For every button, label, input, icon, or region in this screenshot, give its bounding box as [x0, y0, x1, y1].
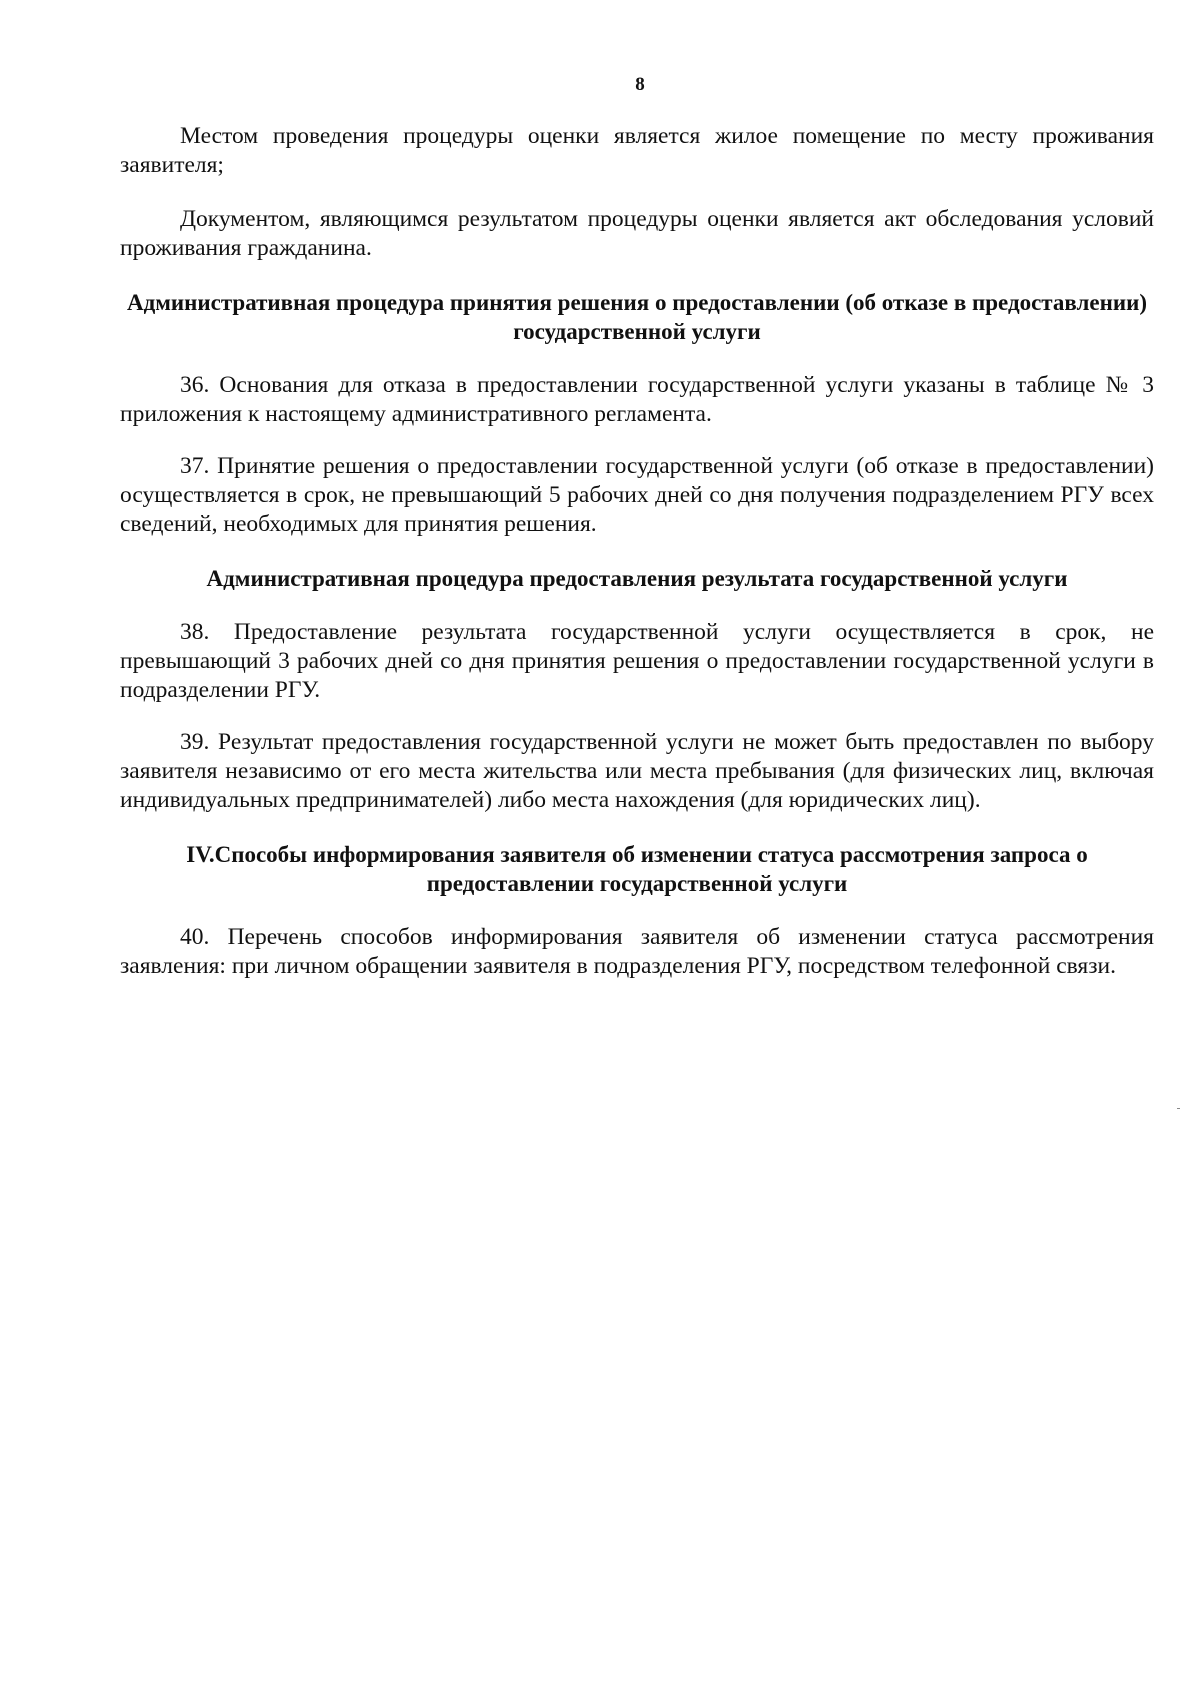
paragraph-assessment-result-document: Документом, являющимся результатом процедуры оценки является акт обследования условий проживания гражданина. — [120, 206, 1154, 261]
paragraph-assessment-location: Местом проведения процедуры оценки является жилое помещение по месту проживания заявителя; — [120, 123, 1154, 178]
paragraph-37: 37. Принятие решения о предоставлении государственной услуги (об отказе в предоставлении) осуществляется в срок, не превышающий 5 рабочих дней со дня получения подразделением РГУ всех сведений, необходимых для принятия решения. — [120, 453, 1154, 537]
paragraph-40: 40. Перечень способов информирования заявителя об изменении статуса рассмотрения заявления: при личном обращении заявителя в подразделения РГУ, посредством телефонной связи. — [120, 924, 1154, 979]
paragraph-38: 38. Предоставление результата государственной услуги осуществляется в срок, не превышающий 3 рабочих дней со дня принятия решения о предоставлении государственной услуги в подразделении РГУ. — [120, 619, 1154, 703]
paragraph-39: 39. Результат предоставления государственной услуги не может быть предоставлен по выбору заявителя независимо от его места жительства или места пребывания (для физических лиц, включая индивидуальных предпринимателей) либо места нахождения (для юридических лиц). — [120, 729, 1154, 813]
document-body — [120, 122, 1154, 981]
page-number: 8 — [635, 74, 645, 95]
section-heading-iv-informing-methods: IV.Способы информирования заявителя об изменении статуса рассмотрения запроса о предоставлении государственной услуги — [186, 842, 1088, 896]
scan-artifact-mark — [1177, 1108, 1180, 1109]
section-heading-result-procedure: Административная процедура предоставления результата государственной услуги — [206, 566, 1068, 591]
section-heading-decision-procedure: Административная процедура принятия решения о предоставлении (об отказе в предоставлении) государственной услуги — [126, 290, 1148, 344]
paragraph-36: 36. Основания для отказа в предоставлении государственной услуги указаны в таблице № 3 приложения к настоящему административного регламента. — [120, 372, 1154, 427]
